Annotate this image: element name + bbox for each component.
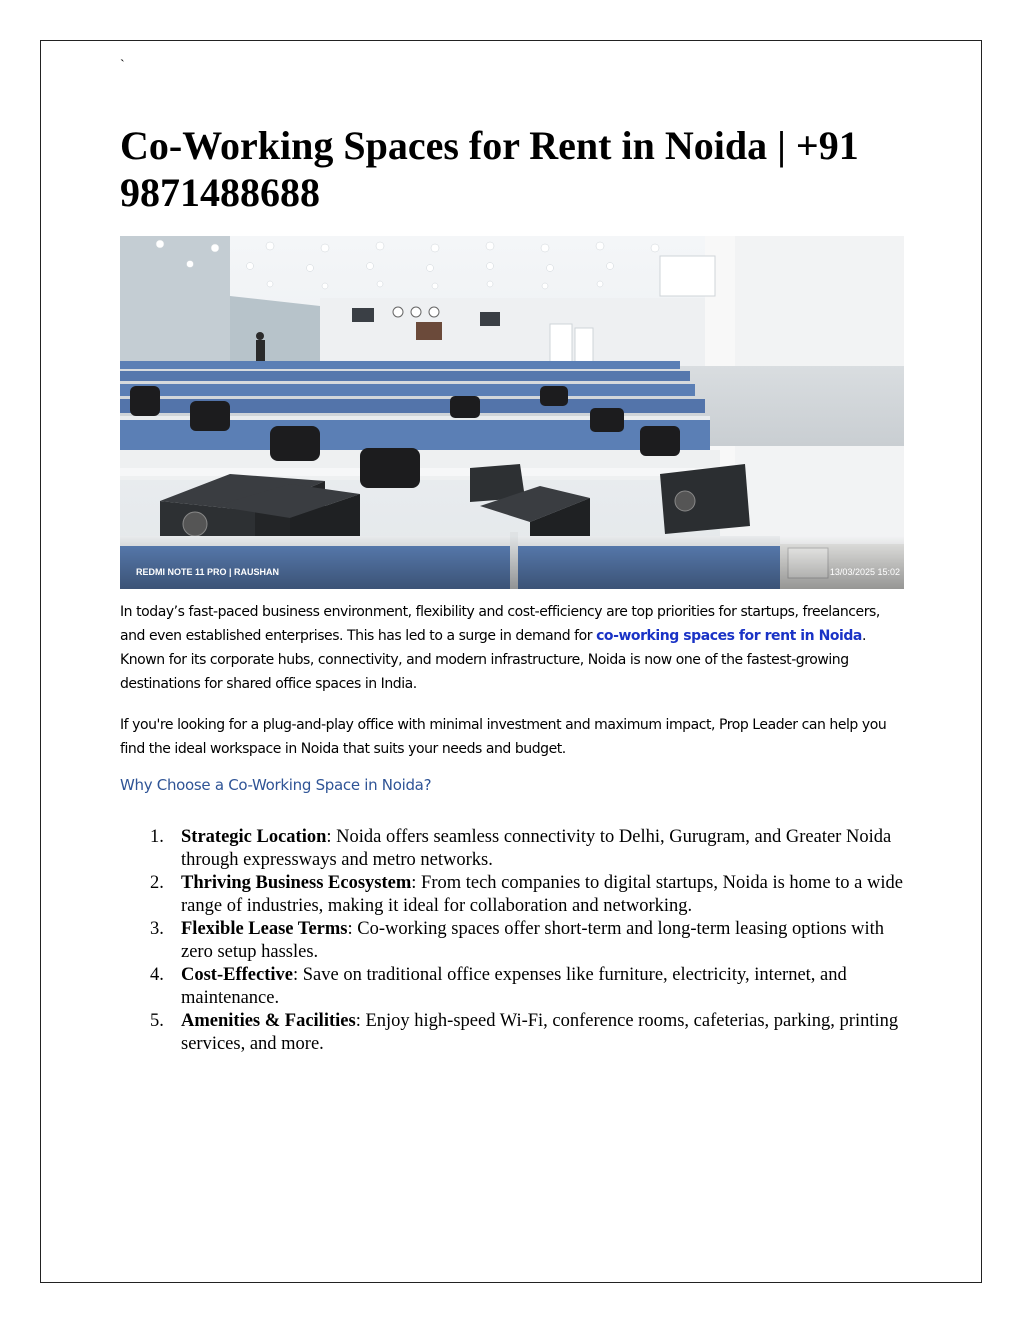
list-text: : Save on traditional office expenses like furniture, electricity, internet, and maintenance. <box>181 965 847 1008</box>
standing-person <box>256 332 265 366</box>
list-item <box>150 872 905 918</box>
list-item <box>150 918 905 964</box>
list-text: : Noida offers seamless connectivity to Delhi, Gurugram, and Greater Noida through expressways and metro networks. <box>181 827 892 870</box>
list-term: Flexible Lease Terms <box>181 919 348 939</box>
intro-text-start: In today’s fast-paced business environment, flexibility and cost-efficiency are top priorities for startups, freelancers, and even established enterprises. This has led to a surge in demand for <box>120 604 880 644</box>
intro-text-end: . Known for its corporate hubs, connectivity, and modern infrastructure, Noida is now one of the fastest-growing destinations for shared office spaces in India. <box>120 628 866 692</box>
section-heading: Why Choose a Co-Working Space in Noida? <box>120 776 432 794</box>
intro-paragraph <box>120 600 900 696</box>
photo-timestamp: 13/03/2025 15:02 <box>829 567 900 577</box>
list-item <box>150 1010 905 1056</box>
list-item <box>150 826 905 872</box>
list-term: Thriving Business Ecosystem <box>181 873 412 893</box>
reasons-list <box>150 826 905 1056</box>
list-number: 4. <box>150 965 164 985</box>
list-number: 3. <box>150 919 164 939</box>
list-number: 2. <box>150 873 164 893</box>
prop-leader-paragraph: If you're looking for a plug-and-play office with minimal investment and maximum impact, Prop Leader can help you find the ideal workspace in Noida that suits your needs and budget. <box>120 717 887 757</box>
list-number: 1. <box>150 827 164 847</box>
stray-mark: ` <box>120 58 125 73</box>
office-photo <box>120 236 904 589</box>
wall-clocks <box>393 307 439 317</box>
photo-caption: REDMI NOTE 11 PRO | RAUSHAN <box>136 567 280 577</box>
list-text: : Enjoy high-speed Wi-Fi, conference rooms, cafeterias, parking, printing services, and more. <box>181 1011 899 1054</box>
list-text: : From tech companies to digital startups, Noida is home to a wide range of industries, making it ideal for collaboration and networking. <box>181 873 903 916</box>
list-term: Amenities & Facilities <box>181 1011 356 1031</box>
list-item <box>150 964 905 1010</box>
page-title: Co-Working Spaces for Rent in Noida | +91 9871488688 <box>120 123 859 215</box>
list-term: Cost-Effective <box>181 965 293 985</box>
list-text: : Co-working spaces offer short-term and long-term leasing options with zero setup hassles. <box>181 919 885 962</box>
list-number: 5. <box>150 1011 164 1031</box>
co-working-spaces-link[interactable]: co-working spaces for rent in Noida <box>596 628 862 644</box>
list-term: Strategic Location <box>181 827 327 847</box>
